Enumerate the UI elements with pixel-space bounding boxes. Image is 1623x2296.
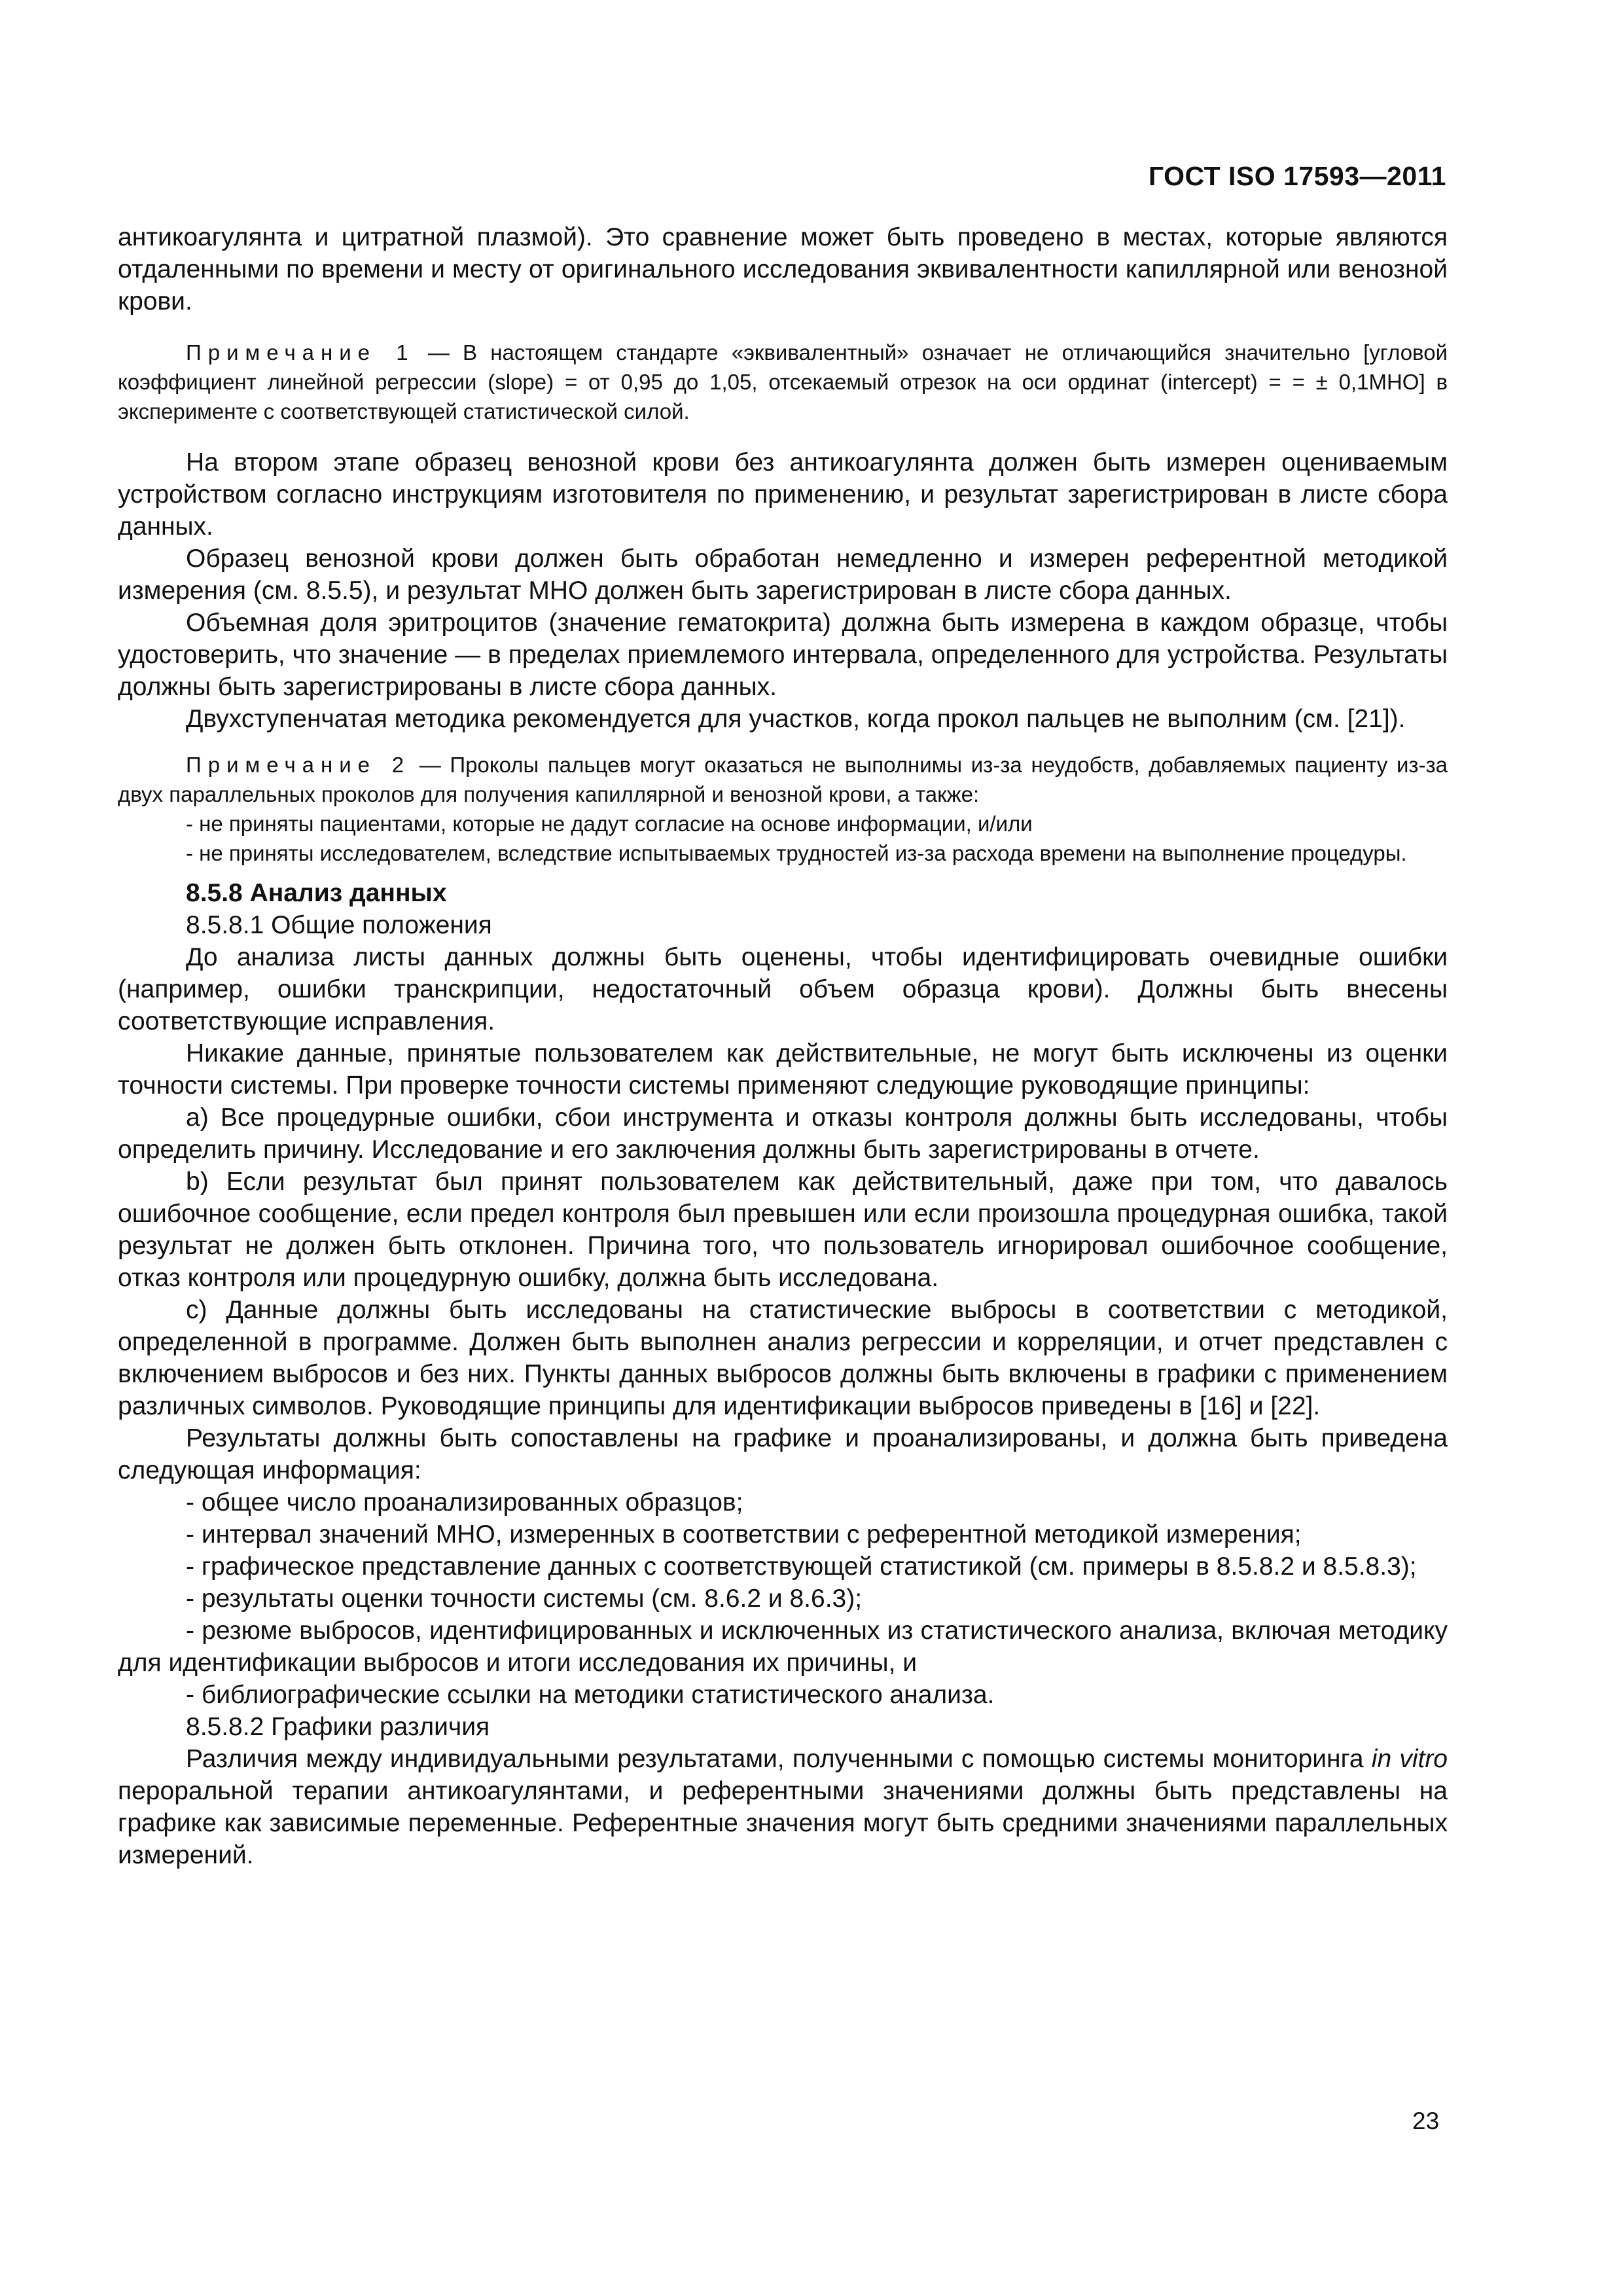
- paragraph-continuation: антикоагулянта и цитратной плазмой). Это сравнение может быть проведено в местах, которые являются отдаленными по времени и месту от оригинального исследования эквивалентности капиллярной или венозной крови.: [118, 223, 1448, 315]
- list-item-b: b) Если результат был принят пользователем как действительный, даже при том, что давалось ошибочное сообщение, если предел контроля был превышен или если произошла процедурная ошибка, такой результат не должен быть отклонен. Причина того, что пользователь игнорировал ошибочное сообщение, отказ контроля или процедурную ошибку, должна быть исследована.: [118, 1168, 1448, 1292]
- paragraph-text: Различия между индивидуальными результатами, полученными с помощью системы мониторинга: [186, 1745, 1372, 1773]
- note-1: [118, 338, 1448, 426]
- list-item: - резюме выбросов, идентифицированных и исключенных из статистического анализа, включая методику для идентификации выбросов и итоги исследования их причины, и: [118, 1617, 1448, 1677]
- paragraph-data-check: До анализа листы данных должны быть оценены, чтобы идентифицировать очевидные ошибки (например, ошибки транскрипции, недостаточный объем образца крови). Должны быть внесены соответствующие исправления.: [118, 943, 1448, 1035]
- subsection-heading-8-5-8-2: 8.5.8.2 Графики различия: [186, 1713, 490, 1741]
- standard-code-header: ГОСТ ISO 17593—2011: [1148, 161, 1446, 191]
- paragraph-second-stage: На втором этапе образец венозной крови без антикоагулянта должен быть измерен оцениваемым устройством согласно инструкциям изготовителя по применению, и результат зарегистрирован в листе сбора данных.: [118, 448, 1448, 541]
- paragraph-accuracy-principles: Никакие данные, принятые пользователем как действительные, не могут быть исключены из оценки точности системы. При проверке точности системы применяют следующие руководящие принципы:: [118, 1039, 1448, 1100]
- list-item: - библиографические ссылки на методики статистического анализа.: [186, 1681, 995, 1709]
- note-2: [118, 750, 1448, 809]
- list-item: - общее число проанализированных образцов;: [186, 1488, 743, 1516]
- list-item-c: c) Данные должны быть исследованы на статистические выбросы в соответствии с методикой, определенной в программе. Должен быть выполнен анализ регрессии и корреляции, и отчет представлен с включением выбросов и без них. Пункты данных выбросов должны быть включены в графики с применением различных символов. Руководящие принципы для идентификации выбросов приведены в [16] и [22].: [118, 1296, 1448, 1420]
- list-item: - графическое представление данных с соответствующей статистикой (см. примеры в 8.5.8.2 и 8.5.8.3);: [186, 1552, 1417, 1581]
- paragraph-hematocrit: Объемная доля эритроцитов (значение гематокрита) должна быть измерена в каждом образце, чтобы удостоверить, что значение — в пределах приемлемого интервала, определенного для устройства. Результаты должны быть зарегистрированы в листе сбора данных.: [118, 609, 1448, 701]
- page-body: [118, 221, 1448, 1871]
- list-item: - интервал значений МНО, измеренных в соответствии с референтной методикой измерения;: [186, 1520, 1302, 1549]
- list-item: - результаты оценки точности системы (см. 8.6.2 и 8.6.3);: [186, 1585, 863, 1613]
- note-2-text: — Проколы пальцев могут оказаться не выполнимы из-за неудобств, добавляемых пациенту из-за двух параллельных проколов для получения капиллярной и венозной крови, а также:: [118, 753, 1448, 806]
- note-2-label: Примечание 2: [186, 753, 411, 777]
- paragraph-venous-sample: Образец венозной крови должен быть обработан немедленно и измерен референтной методикой измерения (см. 8.5.5), и результат МНО должен быть зарегистрирован в листе сбора данных.: [118, 545, 1448, 605]
- note-1-label: Примечание 1: [186, 340, 415, 365]
- paragraph-results-info: Результаты должны быть сопоставлены на графике и проанализированы, и должна быть приведена следующая информация:: [118, 1424, 1448, 1484]
- list-item-a: a) Все процедурные ошибки, сбои инструмента и отказы контроля должны быть исследованы, чтобы определить причину. Исследование и его заключения должны быть зарегистрированы в отчете.: [118, 1103, 1448, 1164]
- paragraph-text: пероральной терапии антикоагулянтами, и референтными значениями должны быть представлены на графике как зависимые переменные. Референтные значения могут быть средними значениями параллельных измерений.: [118, 1777, 1448, 1869]
- paragraph-difference-plots: [118, 1743, 1448, 1871]
- note-1-text: — В настоящем стандарте «эквивалентный» означает не отличающийся значительно [угловой коэффициент линейной регрессии (slope) = от 0,95 до 1,05, отсекаемый отрезок на оси ординат (intercept) = = ± 0,1МНО] в эксперименте с соответствующей статистической силой.: [118, 340, 1448, 423]
- note-2-item: - не приняты исследователем, вследствие испытываемых трудностей из-за расхода времени на выполнение процедуры.: [186, 841, 1407, 865]
- subsection-heading-8-5-8-1: 8.5.8.1 Общие положения: [186, 911, 492, 939]
- section-heading-8-5-8: 8.5.8 Анализ данных: [186, 879, 447, 907]
- in-vitro-term: in vitro: [1371, 1745, 1448, 1773]
- page-number: 23: [1412, 2108, 1440, 2134]
- paragraph-two-stage: Двухступенчатая методика рекомендуется для участков, когда прокол пальцев не выполним (см. [21]).: [186, 705, 1406, 733]
- note-2-item: - не приняты пациентами, которые не дадут согласие на основе информации, и/или: [186, 812, 1033, 836]
